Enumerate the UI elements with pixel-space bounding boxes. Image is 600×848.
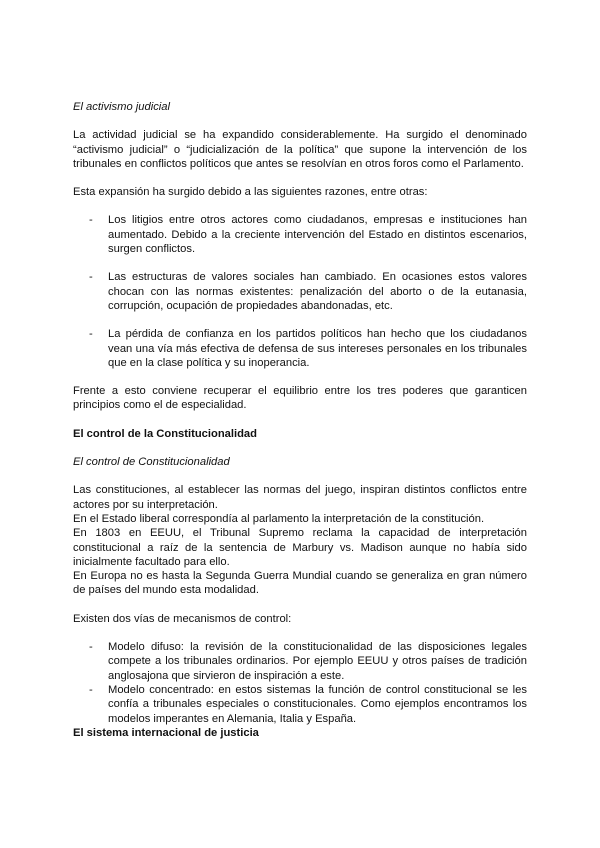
- paragraph: Esta expansión ha surgido debido a las siguientes razones, entre otras:: [73, 186, 428, 199]
- section-heading-control: El control de la Constitucionalidad: [73, 427, 257, 440]
- bullet-dash: -: [89, 271, 93, 284]
- paragraph: Frente a esto conviene recuperar el equilibrio entre los tres poderes que garanticen principios como el de especialidad.: [73, 385, 527, 412]
- list-item: - Modelo concentrado: en estos sistemas la función de control constitucional se les confía a tribunales especiales o constitucionales. Como ejemplos encontramos los modelos imperantes en Alemania, Italia y España.: [89, 683, 527, 725]
- list-spacer: [73, 256, 527, 270]
- bullet-dash: -: [89, 683, 93, 696]
- control-models-list: [73, 640, 527, 726]
- subheading-control: El control de Constitucionalidad: [73, 456, 230, 469]
- list-item: - Modelo difuso: la revisión de la constitucionalidad de las disposiciones legales compete a los tribunales ordinarios. Por ejemplo EEUU y otros países de tradición anglosajona que sirvieron de inspiración a este.: [89, 641, 527, 682]
- bullet-dash: -: [89, 641, 93, 654]
- paragraph: La actividad judicial se ha expandido considerablemente. Ha surgido el denominado “activismo judicial” o “judicialización de la política” que supone la intervención de los tribunales en conflictos políticos que antes se resolvían en otros foros como el Parlamento.: [73, 129, 527, 170]
- paragraph: Existen dos vías de mecanismos de control:: [73, 612, 292, 625]
- paragraph: Las constituciones, al establecer las normas del juego, inspiran distintos conflictos entre actores por su interpretación.: [73, 484, 527, 511]
- reasons-list: [73, 213, 527, 370]
- paragraph: En el Estado liberal correspondía al parlamento la interpretación de la constitución.: [73, 512, 485, 525]
- section-heading-activismo: El activismo judicial: [73, 101, 170, 113]
- document-body: [73, 100, 527, 740]
- list-item: - La pérdida de confianza en los partidos políticos han hecho que los ciudadanos vean una vía más efectiva de defensa de sus intereses personales en los tribunales que en la clase política y su inoperancia.: [89, 328, 527, 369]
- paragraph: En 1803 en EEUU, el Tribunal Supremo reclama la capacidad de interpretación constitucional a raíz de la sentencia de Marbury vs. Madison aunque no había sido inicialmente facultado para ello.: [73, 527, 527, 568]
- paragraph: En Europa no es hasta la Segunda Guerra Mundial cuando se generaliza en gran número de países del mundo esta modalidad.: [73, 570, 527, 597]
- bullet-dash: -: [89, 214, 93, 227]
- list-item: - Los litigios entre otros actores como ciudadanos, empresas e instituciones han aumentado. Debido a la creciente intervención del Estado en distintos escenarios, surgen conflictos.: [89, 214, 527, 256]
- section-heading-sistema: El sistema internacional de justicia: [73, 726, 259, 739]
- bullet-dash: -: [89, 328, 93, 341]
- list-spacer: [73, 313, 527, 327]
- list-item: - Las estructuras de valores sociales han cambiado. En ocasiones estos valores chocan con las normas existentes: penalización del aborto o de la eutanasia, corrupción, ocupación de propiedades abandonadas, etc.: [89, 271, 527, 312]
